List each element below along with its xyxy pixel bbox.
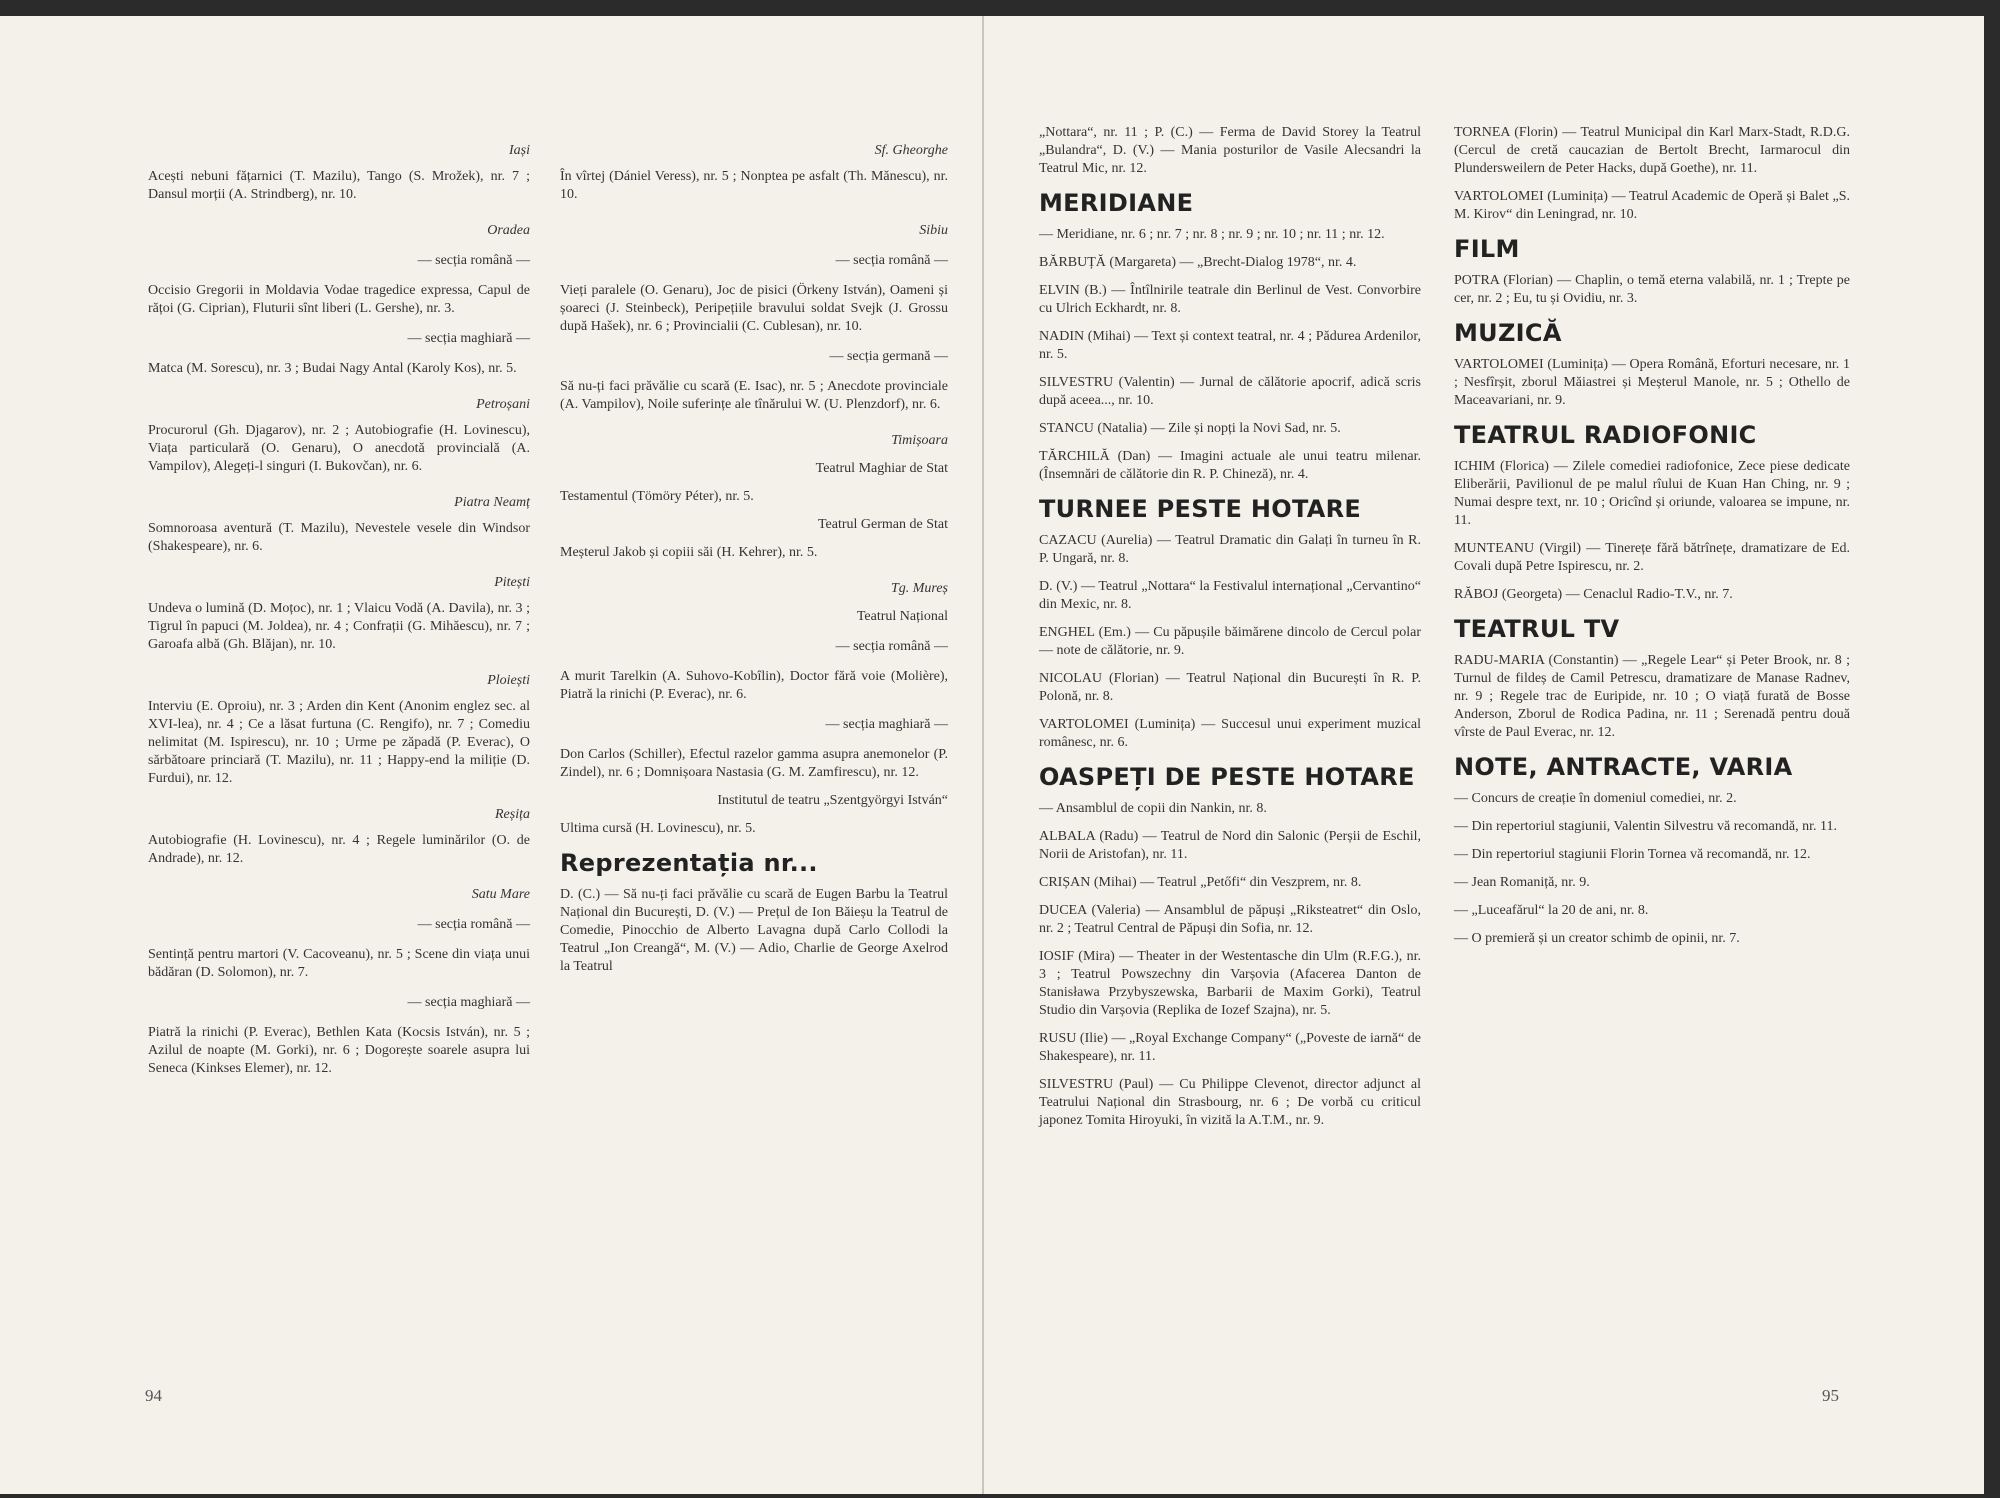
index-entry: Occisio Gregorii in Moldavia Vodae tragedice expressa, Capul de rățoi (G. Ciprian), Fluturii sînt liberi (L. Gershe), nr. 3. — [148, 283, 530, 316]
institution-label: Institutul de teatru „Szentgyörgyi István“ — [717, 793, 948, 808]
index-entry: Interviu (E. Oproiu), nr. 3 ; Arden din Kent (Anonim englez sec. al XVI-lea), nr. 4 ; Ce a lăsat furtuna (C. Rengifo), nr. 7 ; Comediu nelimitat (M. Ispirescu), nr. 10 ; Urme pe zăpadă (P. Everac), O sărbătoare princiară (T. Mazilu), nr. 11 ; Happy-end la miliție (D. Furdui), nr. 12. — [148, 699, 530, 786]
section-heading: TURNEE PESTE HOTARE — [1039, 495, 1362, 523]
index-entry: „Nottara“, nr. 11 ; P. (C.) — Ferma de David Storey la Teatrul „Bulandra“, D. (V.) — Mania posturilor de Vasile Alecsandri la Teatrul Mic, nr. 12. — [1039, 125, 1421, 176]
institution-label: Teatrul German de Stat — [817, 517, 948, 532]
index-entry: IOSIF (Mira) — Theater in der Westentasche din Ulm (R.F.G.), nr. 3 ; Teatrul Powszechny din Varșovia (Afacerea Danton de Stanisława Przybyszewska, Barbarii de Maxim Gorki), Teatrul Studio din Varșovia (Replika de Iozef Szajna), nr. 5. — [1039, 949, 1421, 1018]
index-entry: ICHIM (Florica) — Zilele comediei radiofonice, Zece piese dedicate Eliberării, Pavilionul de pe malul rîului de Kuan Han Ching, nr. 9 ; Numai despre text, nr. 10 ; Oricînd și oriunde, valoarea se impune, nr. 11. — [1454, 459, 1850, 528]
index-entry: VARTOLOMEI (Luminița) — Opera Română, Eforturi necesare, nr. 1 ; Nesfîrșit, zborul Măiastrei și Meșterul Manole, nr. 5 ; Othello de Maceavariani, nr. 9. — [1454, 357, 1850, 408]
city-heading: Piatra Neamț — [454, 495, 530, 510]
section-heading: MERIDIANE — [1039, 189, 1194, 217]
index-entry: Meșterul Jakob și copiii săi (H. Kehrer), nr. 5. — [560, 545, 818, 560]
section-label: — secția maghiară — — [148, 994, 530, 1012]
index-entry: ALBALA (Radu) — Teatrul de Nord din Salonic (Perșii de Eschil, Norii de Aristofan), nr. 11. — [1039, 829, 1421, 862]
city-heading: Petroșani — [476, 397, 530, 412]
section-label: — secția română — — [560, 252, 948, 270]
section-heading: FILM — [1454, 235, 1520, 263]
index-entry: — Concurs de creație în domeniul comediei, nr. 2. — [1454, 791, 1737, 806]
left-page — [0, 16, 982, 1494]
section-label: — secția română — — [560, 638, 948, 656]
index-entry: Vieți paralele (O. Genaru), Joc de pisici (Örkeny István), Oameni și șoareci (J. Steinbeck), Peripețiile bravului soldat Svejk (J. Grossu după Hašek), nr. 6 ; Provincialii (C. Cublesan), nr. 10. — [560, 283, 948, 334]
index-entry: POTRA (Florian) — Chaplin, o temă eterna valabilă, nr. 1 ; Trepte pe cer, nr. 2 ; Eu, tu și Ovidiu, nr. 3. — [1454, 273, 1850, 306]
index-entry: A murit Tarelkin (A. Suhovo-Kobîlin), Doctor fără voie (Molière), Piatră la rinichi (P. Everac), nr. 6. — [560, 669, 948, 702]
index-entry: — Din repertoriul stagiunii Florin Tornea vă recomandă, nr. 12. — [1454, 847, 1811, 862]
index-entry: — Jean Romaniță, nr. 9. — [1454, 875, 1590, 890]
index-entry: RĂBOJ (Georgeta) — Cenaclul Radio-T.V., nr. 7. — [1454, 587, 1733, 602]
index-entry: SILVESTRU (Valentin) — Jurnal de călătorie apocrif, adică scris după aceea..., nr. 10. — [1039, 375, 1421, 408]
city-heading: Tg. Mureș — [890, 581, 948, 596]
section-label: — secția germană — — [560, 348, 948, 366]
index-entry: Piatră la rinichi (P. Everac), Bethlen Kata (Kocsis István), nr. 5 ; Azilul de noapte (M. Gorki), nr. 6 ; Dogorește soarele asupra lui Seneca (Kinkses Elemer), nr. 12. — [148, 1025, 530, 1076]
section-heading: TEATRUL RADIOFONIC — [1454, 421, 1757, 449]
section-heading: TEATRUL TV — [1454, 615, 1620, 643]
index-entry: Ultima cursă (H. Lovinescu), nr. 5. — [560, 821, 756, 836]
index-entry: — O premieră și un creator schimb de opinii, nr. 7. — [1454, 931, 1740, 946]
right-page — [982, 16, 1984, 1494]
index-entry: — „Luceafărul“ la 20 de ani, nr. 8. — [1454, 903, 1649, 918]
index-entry: Somnoroasa aventură (T. Mazilu), Nevestele vesele din Windsor (Shakespeare), nr. 6. — [148, 521, 530, 554]
section-label: — secția română — — [148, 252, 530, 270]
institution-label: Teatrul Maghiar de Stat — [815, 461, 948, 476]
index-entry: — Meridiane, nr. 6 ; nr. 7 ; nr. 8 ; nr. 9 ; nr. 10 ; nr. 11 ; nr. 12. — [1039, 227, 1385, 242]
city-heading: Oradea — [487, 223, 530, 238]
index-entry: Procurorul (Gh. Djagarov), nr. 2 ; Autobiografie (H. Lovinescu), Viața particulară (O. Genaru), O anecdotă provincială (A. Vampilov), Alegeți-l singuri (I. Bukovčan), nr. 6. — [148, 423, 530, 474]
right-column-1 — [1039, 124, 1421, 1140]
index-entry: — Din repertoriul stagiunii, Valentin Silvestru vă recomandă, nr. 11. — [1454, 819, 1837, 834]
section-label: — secția maghiară — — [560, 716, 948, 734]
index-entry: RADU-MARIA (Constantin) — „Regele Lear“ și Peter Brook, nr. 8 ; Turnul de fildeș de Camil Petrescu, dramatizare de Manase Radnev, nr. 9 ; Regele trac de Euripide, nr. 10 ; O viață furată de Bosse Anderson, Zborul de Rodica Padina, nr. 11 ; Serenadă pentru două vîrste de Paul Everac, nr. 12. — [1454, 653, 1850, 740]
index-entry: ENGHEL (Em.) — Cu păpușile băimărene dincolo de Cercul polar — note de călătorie, nr. 9. — [1039, 625, 1421, 658]
index-entry: D. (C.) — Să nu-ți faci prăvălie cu scară de Eugen Barbu la Teatrul Național din București, D. (V.) — Prețul de Ion Băieșu la Teatrul de Comedie, Pinocchio de Alberto Lavagna după Carlo Collodi la Teatrul „Ion Creangă“, M. (V.) — Adio, Charlie de George Axelrod la Teatrul — [560, 887, 948, 974]
index-entry: CRIȘAN (Mihai) — Teatrul „Petőfi“ din Veszprem, nr. 8. — [1039, 875, 1362, 890]
page-number-right: 95 — [1822, 1386, 1839, 1405]
index-entry: D. (V.) — Teatrul „Nottara“ la Festivalul internațional „Cervantino“ din Mexic, nr. 8. — [1039, 579, 1421, 612]
index-entry: Acești nebuni fățarnici (T. Mazilu), Tango (S. Mrožek), nr. 7 ; Dansul morții (A. Strindberg), nr. 10. — [148, 169, 530, 202]
left-column-2 — [560, 124, 948, 986]
index-entry: NADIN (Mihai) — Text și context teatral, nr. 4 ; Pădurea Ardenilor, nr. 5. — [1039, 329, 1421, 362]
section-label: — secția română — — [148, 916, 530, 934]
index-entry: VARTOLOMEI (Luminița) — Succesul unui experiment muzical românesc, nr. 6. — [1039, 717, 1421, 750]
index-entry: În vîrtej (Dániel Veress), nr. 5 ; Nonptea pe asfalt (Th. Mănescu), nr. 10. — [560, 169, 948, 202]
page-number-left: 94 — [145, 1386, 162, 1405]
city-heading: Sf. Gheorghe — [874, 143, 948, 158]
index-entry: DUCEA (Valeria) — Ansamblul de păpuși „Riksteatret“ din Oslo, nr. 2 ; Teatrul Central de Păpuși din Sofia, nr. 12. — [1039, 903, 1421, 936]
index-entry: Undeva o lumină (D. Moțoc), nr. 1 ; Vlaicu Vodă (A. Davila), nr. 3 ; Tigrul în papuci (M. Joldea), nr. 4 ; Confrații (G. Mihăescu), nr. 7 ; Garoafa albă (Gh. Blăjan), nr. 10. — [148, 601, 530, 652]
section-heading: OASPEȚI DE PESTE HOTARE — [1039, 763, 1415, 791]
index-entry: MUNTEANU (Virgil) — Tinerețe fără bătrînețe, dramatizare de Ed. Covali după Petre Ispirescu, nr. 2. — [1454, 541, 1850, 574]
index-entry: Să nu-ți faci prăvălie cu scară (E. Isac), nr. 5 ; Anecdote provinciale (A. Vampilov), Noile suferințe ale tînărului W. (U. Plenzdorf), nr. 6. — [560, 379, 948, 412]
index-entry: SILVESTRU (Paul) — Cu Philippe Clevenot, director adjunct al Teatrului Național din Strasbourg, nr. 6 ; De vorbă cu criticul japonez Tomita Hiroyuki, în vizită la A.T.M., nr. 9. — [1039, 1077, 1421, 1128]
index-entry: ELVIN (B.) — Întîlnirile teatrale din Berlinul de Vest. Convorbire cu Ulrich Eckhardt, nr. 8. — [1039, 283, 1421, 316]
section-heading: Reprezentația nr... — [560, 849, 818, 877]
index-entry: Sentință pentru martori (V. Cacoveanu), nr. 5 ; Scene din viața unui bădăran (D. Solomon), nr. 7. — [148, 947, 530, 980]
section-heading: MUZICĂ — [1454, 319, 1562, 347]
index-entry: NICOLAU (Florian) — Teatrul Național din București în R. P. Polonă, nr. 8. — [1039, 671, 1421, 704]
city-heading: Reșița — [495, 807, 530, 822]
city-heading: Satu Mare — [471, 887, 530, 902]
city-heading: Timișoara — [891, 433, 948, 448]
index-entry: TORNEA (Florin) — Teatrul Municipal din Karl Marx-Stadt, R.D.G. (Cercul de cretă caucazian de Bertolt Brecht, Iarmarocul din Plundersweilern de Peter Hacks, după Goethe), nr. 11. — [1454, 125, 1850, 176]
city-heading: Sibiu — [919, 223, 948, 238]
index-entry: BĂRBUȚĂ (Margareta) — „Brecht-Dialog 1978“, nr. 4. — [1039, 255, 1357, 270]
index-entry: STANCU (Natalia) — Zile și nopți la Novi Sad, nr. 5. — [1039, 421, 1341, 436]
index-entry: VARTOLOMEI (Luminița) — Teatrul Academic de Operă și Balet „S. M. Kirov“ din Leningrad, nr. 10. — [1454, 189, 1850, 222]
index-entry: Testamentul (Tömöry Péter), nr. 5. — [560, 489, 754, 504]
left-column-1 — [148, 124, 530, 1088]
index-entry: — Ansamblul de copii din Nankin, nr. 8. — [1039, 801, 1267, 816]
index-entry: RUSU (Ilie) — „Royal Exchange Company“ („Poveste de iarnă“ de Shakespeare), nr. 11. — [1039, 1031, 1421, 1064]
index-entry: TĂRCHILĂ (Dan) — Imagini actuale ale unui teatru milenar. (Însemnări de călătorie din R. P. Chineză), nr. 4. — [1039, 449, 1421, 482]
section-heading: NOTE, ANTRACTE, VARIA — [1454, 753, 1793, 781]
right-column-2 — [1454, 124, 1850, 958]
index-entry: CAZACU (Aurelia) — Teatrul Dramatic din Galați în turneu în R. P. Ungară, nr. 8. — [1039, 533, 1421, 566]
city-heading: Iași — [509, 143, 530, 158]
institution-label: Teatrul Național — [856, 609, 948, 624]
index-entry: Matca (M. Sorescu), nr. 3 ; Budai Nagy Antal (Karoly Kos), nr. 5. — [148, 361, 517, 376]
city-heading: Pitești — [494, 575, 530, 590]
index-entry: Autobiografie (H. Lovinescu), nr. 4 ; Regele luminărilor (O. de Andrade), nr. 12. — [148, 833, 530, 866]
section-label: — secția maghiară — — [148, 330, 530, 348]
index-entry: Don Carlos (Schiller), Efectul razelor gamma asupra anemonelor (P. Zindel), nr. 6 ; Domnișoara Nastasia (G. M. Zamfirescu), nr. 12. — [560, 747, 948, 780]
city-heading: Ploiești — [487, 673, 530, 688]
